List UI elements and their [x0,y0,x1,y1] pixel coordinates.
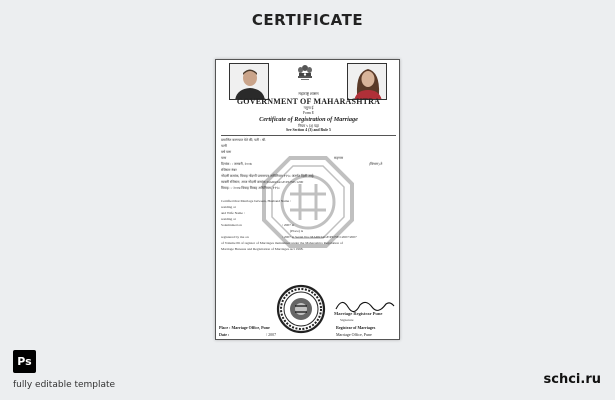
form-hindi: नमुना ई [303,106,314,110]
state-emblem-icon [295,63,315,89]
registrar-office: Marriage Office, Pune [336,332,372,337]
text-line: नोंदणी क्रमांक, विवाह नोंदणी प्रमाणपत्र अधिनियम १९९८ अंतर्गत दिली आहे. [221,174,315,178]
text-line: Marriage Bureaus and Registration of Marriages Act 1998. [221,247,304,251]
text-line: residing at [221,217,236,221]
certificate-title: Certificate of Registration of Marriage [259,116,358,123]
registrar-title: Registrar of Marriages [336,325,376,330]
text-line: / 2007 at [282,223,295,227]
page-title: CERTIFICATE [251,11,364,29]
text-line: (Place) is [290,229,304,233]
tagline: fully editable template [13,380,116,390]
signature-label: Marriage Registrar Pune [334,311,383,316]
divider [221,135,396,136]
rule-hindi: नियम ५ (३) पहा [298,124,319,128]
text-line: Solemnized on [221,223,242,227]
text-line: वर्ष पत्ता [221,150,232,154]
rule-label: See Section 4 (3) and Rule 5 [286,128,331,132]
text-line: of Volume 06 of register of Marriages maintained under the Maharashtra Regulation of [221,241,343,245]
devanagari-title: महाराष्ट्र शासन [298,91,319,96]
text-line: विवाह : / २००७ विवाह विवाह अधिनियम, १९९८ [221,186,280,190]
text-line: Certified that Marriage between, Husband Name : [221,199,292,203]
text-line: व्यक्ती रजिस्टर, आज नोंदणी क्रमांक MARRIAGE/PUNE/1200 [221,180,304,184]
date-label: Date : [219,332,230,337]
text-line: registered by me on [221,235,249,239]
text-line: पत्ता [221,156,227,160]
signature-caption: Signature [340,318,354,322]
text-line: / 2007 at Serial No: MARRIAGE/PUNE/12007/2007 [282,235,357,239]
date-value: / 2007 [266,332,277,337]
text-line: and Wife Name : [221,211,245,215]
text-line: प्रमाणित करण्यात येते की, पती : श्री. [221,138,267,142]
form-label: Form E [303,111,314,115]
text-line: (विभाग) ते [369,162,383,166]
brand-watermark: schci.ru [543,372,601,387]
place-label: Place : Marriage Office, Pune [219,325,270,330]
marriage-certificate [215,59,400,340]
text-line: राहणार [334,156,344,160]
text-line: residing at [221,205,236,209]
government-heading: GOVERNMENT OF MAHARASHTRA [236,97,381,106]
photoshop-icon: Ps [13,350,36,373]
text-line: पत्नी [221,144,227,148]
text-line: दिनांक : / जनवरी, २००७ [221,162,252,166]
round-seal-stamp-icon [276,284,326,334]
text-line: रजिस्टर नंबर [221,168,237,172]
